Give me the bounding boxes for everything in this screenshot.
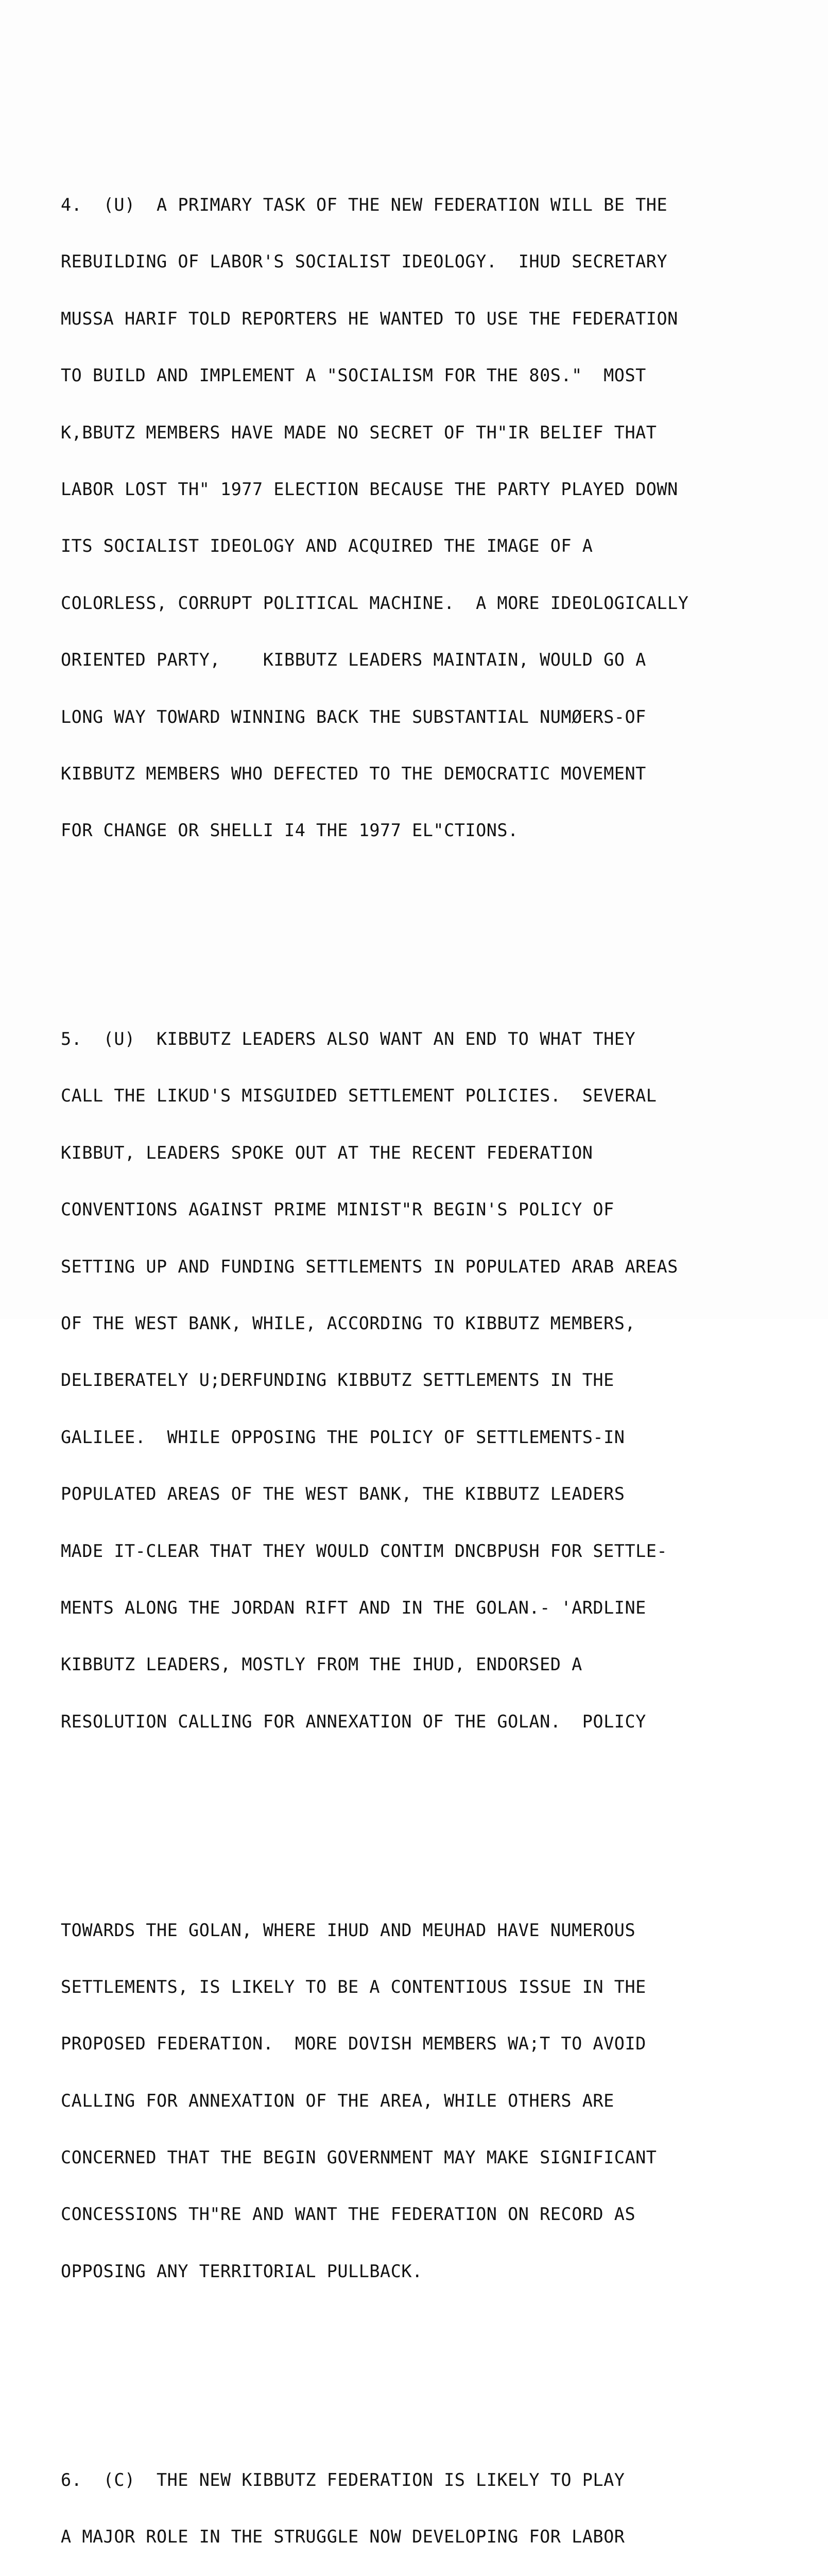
text-line: FOR CHANGE OR SHELLI I4 THE 1977 EL"CTIONS.: [61, 820, 519, 841]
telegram-text: [61, 101, 782, 2576]
text-line: MUSSA HARIF TOLD REPORTERS HE WANTED TO USE THE FEDERATION: [61, 308, 678, 329]
text-line: MENTS ALONG THE JORDAN RIFT AND IN THE GOLAN.- 'ARDLINE: [61, 1597, 646, 1618]
text-line: CALLING FOR ANNEXATION OF THE AREA, WHILE OTHERS ARE: [61, 2090, 614, 2111]
text-line: REBUILDING OF LABOR'S SOCIALIST IDEOLOGY. IHUD SECRETARY: [61, 251, 668, 272]
text-line: 5. (U) KIBBUTZ LEADERS ALSO WANT AN END TO WHAT THEY: [61, 1029, 636, 1049]
text-line: PROPOSED FEDERATION. MORE DOVISH MEMBERS WA;T TO AVOID: [61, 2033, 646, 2054]
text-line: CONCERNED THAT THE BEGIN GOVERNMENT MAY MAKE SIGNIFICANT: [61, 2147, 657, 2168]
paragraph-gap: [61, 1807, 782, 1826]
text-line: OPPOSING ANY TERRITORIAL PULLBACK.: [61, 2261, 423, 2281]
text-line: KIBBUTZ LEADERS, MOSTLY FROM THE IHUD, ENDORSED A: [61, 1654, 582, 1675]
text-line: SETTLEMENTS, IS LIKELY TO BE A CONTENTIOUS ISSUE IN THE: [61, 1976, 646, 1997]
text-line: KIBBUT, LEADERS SPOKE OUT AT THE RECENT FEDERATION: [61, 1142, 593, 1163]
text-line: RESOLUTION CALLING FOR ANNEXATION OF THE GOLAN. POLICY: [61, 1711, 646, 1732]
text-line: 6. (C) THE NEW KIBBUTZ FEDERATION IS LIKELY TO PLAY: [61, 2469, 625, 2490]
text-line: COLORLESS, CORRUPT POLITICAL MACHINE. A MORE IDEOLOGICALLY: [61, 592, 689, 613]
paragraph-6: [61, 2433, 782, 2576]
paragraph-gap: [61, 916, 782, 935]
text-line: CALL THE LIKUD'S MISGUIDED SETTLEMENT POLICIES. SEVERAL: [61, 1086, 657, 1106]
text-line: CONCESSIONS TH"RE AND WANT THE FEDERATION ON RECORD AS: [61, 2204, 636, 2225]
text-line: ORIENTED PARTY, KIBBUTZ LEADERS MAINTAIN, WOULD GO A: [61, 650, 646, 670]
text-line: CONVENTIONS AGAINST PRIME MINIST"R BEGIN'S POLICY OF: [61, 1199, 614, 1220]
text-line: LONG WAY TOWARD WINNING BACK THE SUBSTANTIAL NUMØERS-OF: [61, 706, 646, 727]
text-line: K,BBUTZ MEMBERS HAVE MADE NO SECRET OF TH"IR BELIEF THAT: [61, 422, 657, 443]
text-line: DELIBERATELY U;DERFUNDING KIBBUTZ SETTLEMENTS IN THE: [61, 1370, 614, 1391]
text-line: POPULATED AREAS OF THE WEST BANK, THE KIBBUTZ LEADERS: [61, 1484, 625, 1504]
text-line: OF THE WEST BANK, WHILE, ACCORDING TO KIBBUTZ MEMBERS,: [61, 1313, 636, 1333]
text-line: 4. (U) A PRIMARY TASK OF THE NEW FEDERATION WILL BE THE: [61, 194, 668, 215]
text-line: TO BUILD AND IMPLEMENT A "SOCIALISM FOR THE 80S." MOST: [61, 365, 646, 386]
paragraph-5: [61, 992, 782, 1769]
paragraph-5-continued: [61, 1883, 782, 2319]
text-line: MADE IT-CLEAR THAT THEY WOULD CONTIM DNCBPUSH FOR SETTLE-: [61, 1540, 668, 1561]
text-line: KIBBUTZ MEMBERS WHO DEFECTED TO THE DEMOCRATIC MOVEMENT: [61, 763, 646, 784]
paragraph-4: [61, 158, 782, 878]
paragraph-gap: [61, 2357, 782, 2376]
text-line: SETTING UP AND FUNDING SETTLEMENTS IN POPULATED ARAB AREAS: [61, 1256, 678, 1277]
text-line: LABOR LOST TH" 1977 ELECTION BECAUSE THE PARTY PLAYED DOWN: [61, 479, 678, 499]
text-line: TOWARDS THE GOLAN, WHERE IHUD AND MEUHAD HAVE NUMEROUS: [61, 1920, 636, 1940]
text-line: A MAJOR ROLE IN THE STRUGGLE NOW DEVELOPING FOR LABOR: [61, 2527, 625, 2547]
text-line: ITS SOCIALIST IDEOLOGY AND ACQUIRED THE IMAGE OF A: [61, 536, 593, 556]
text-line: GALILEE. WHILE OPPOSING THE POLICY OF SETTLEMENTS-IN: [61, 1427, 625, 1447]
